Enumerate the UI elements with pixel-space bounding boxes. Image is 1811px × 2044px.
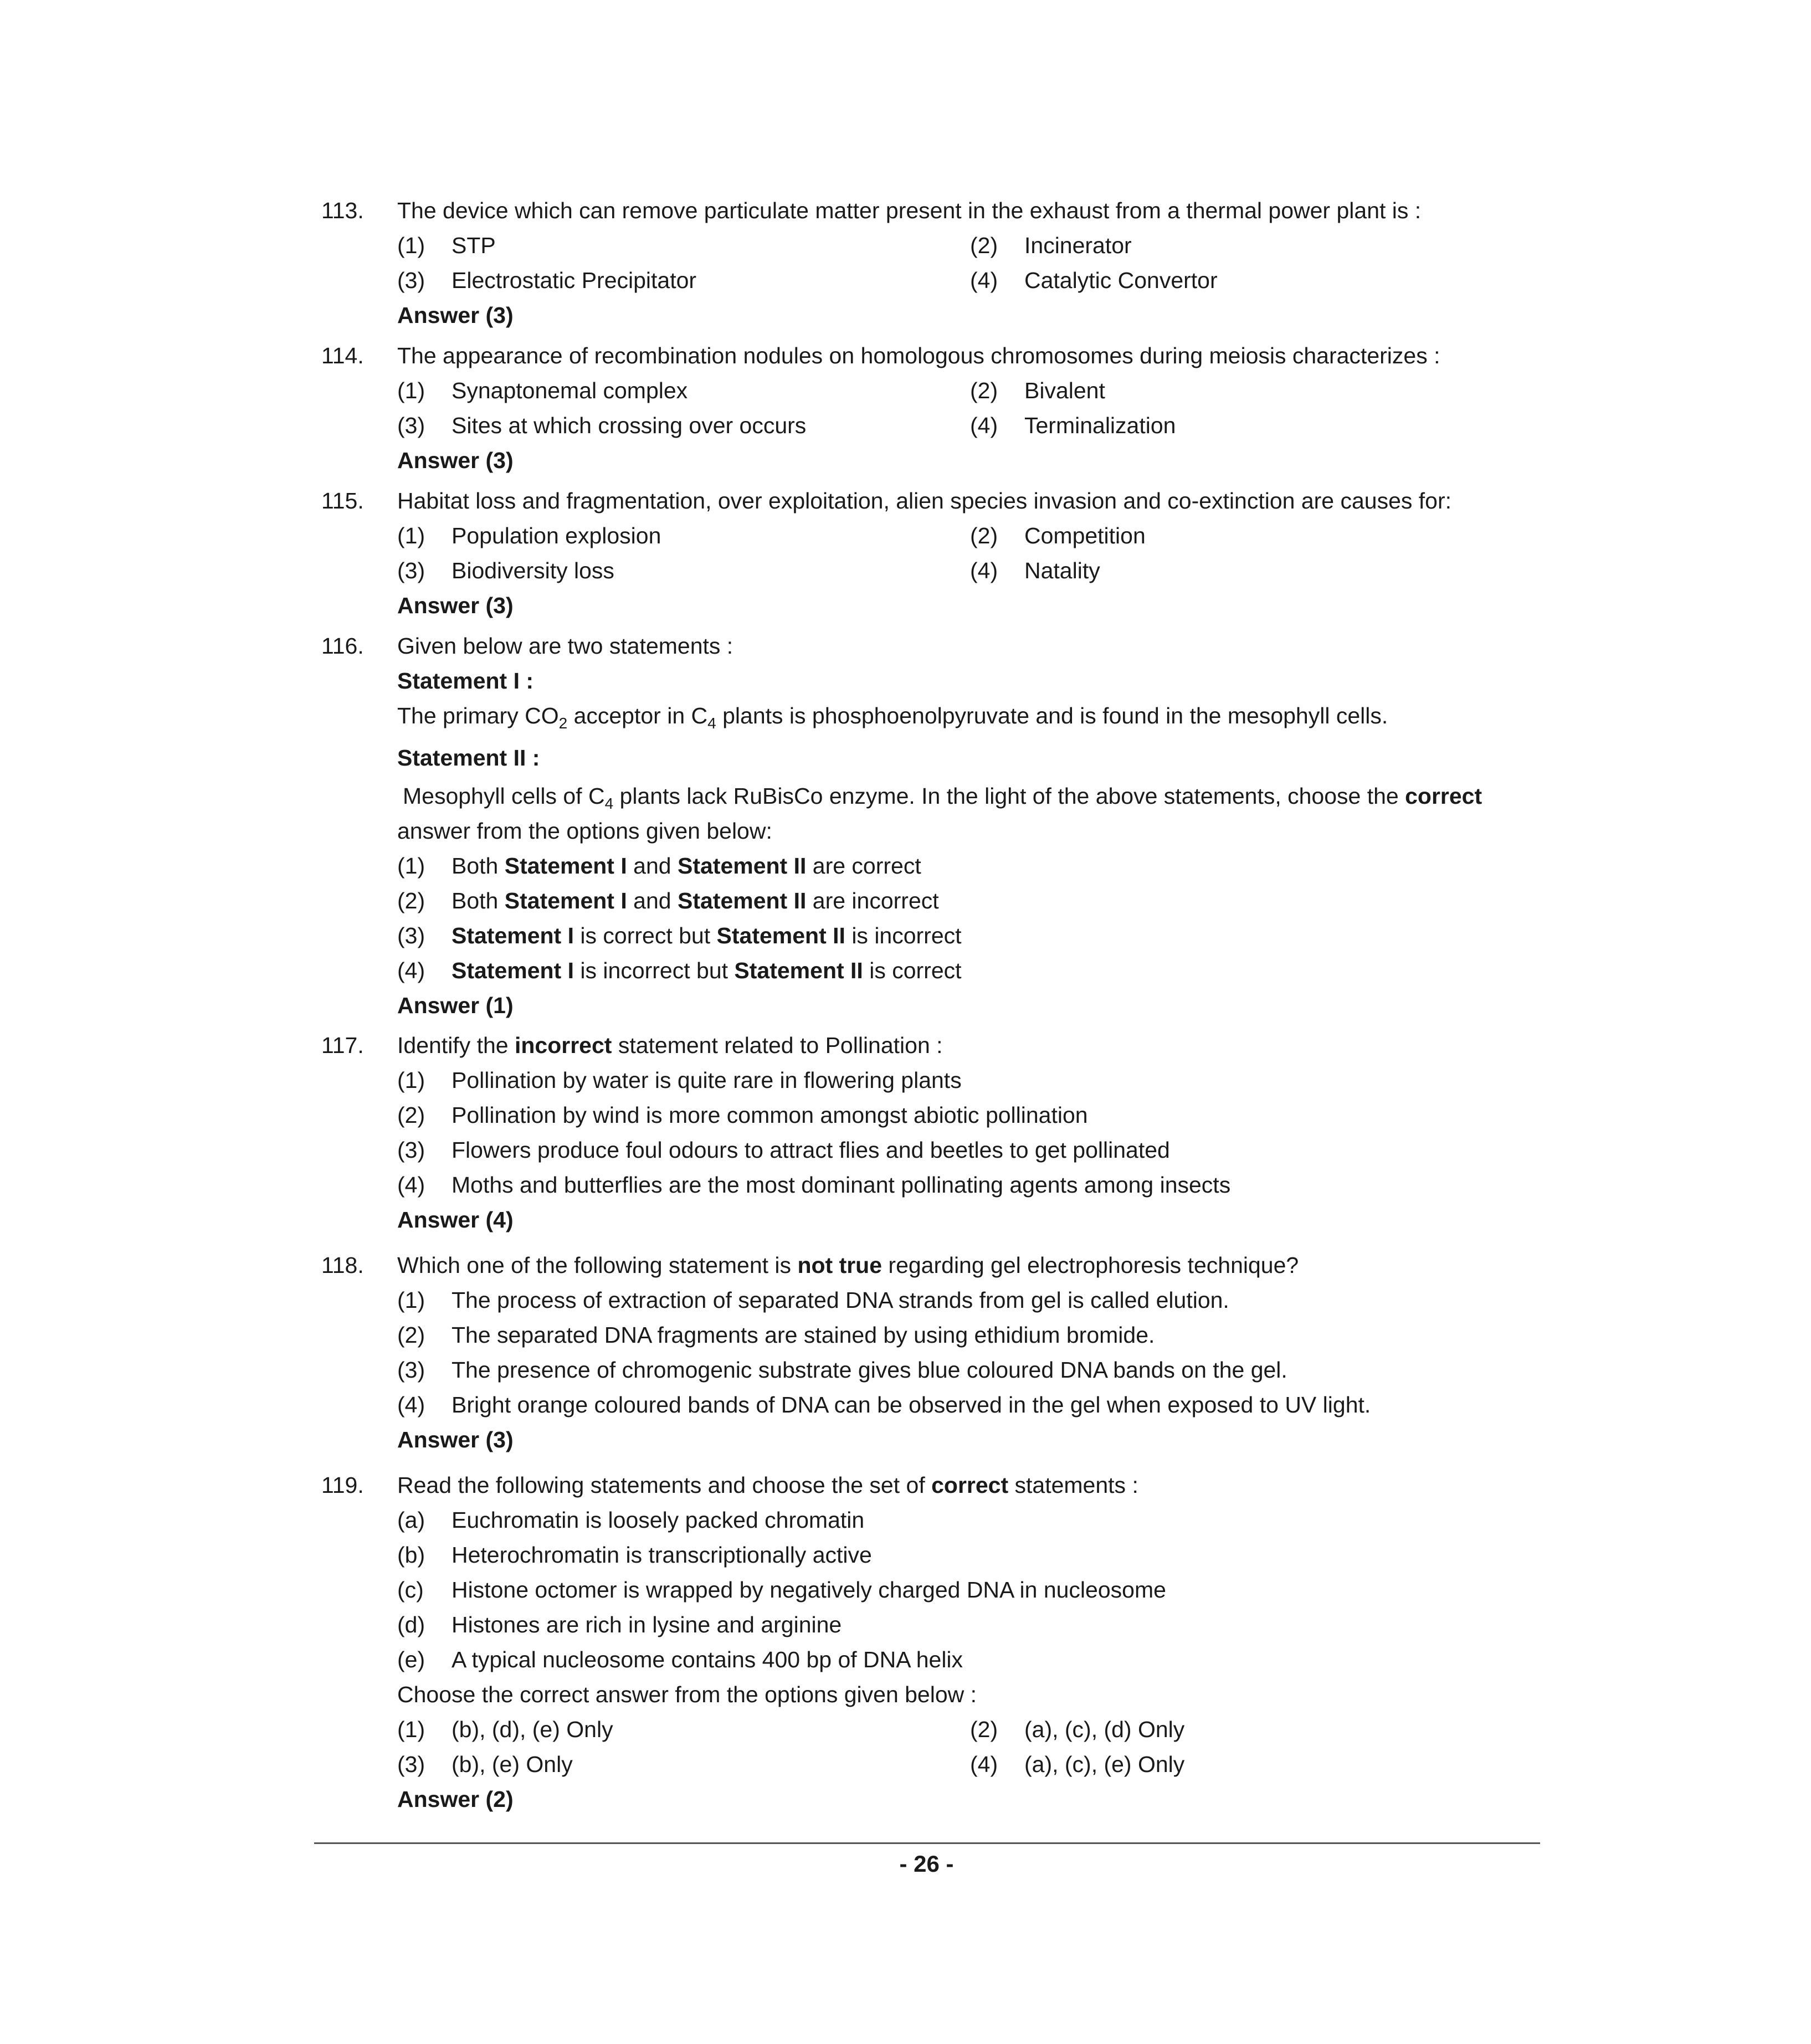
option-number: (3) (397, 1137, 425, 1163)
option-number: (1) (397, 1067, 425, 1093)
statement-letter: (e) (397, 1647, 425, 1672)
answer: Answer (3) (397, 302, 514, 328)
answer: Answer (2) (397, 1786, 514, 1812)
option-number: (2) (970, 233, 998, 258)
option-3 (397, 1133, 1568, 1168)
option-1 (397, 1712, 970, 1747)
option-text: Bivalent (1024, 378, 1105, 403)
question-number: 115. (321, 488, 364, 513)
option-number: (3) (397, 1357, 425, 1383)
statement-1-text (397, 699, 1568, 733)
question-stem (321, 629, 1568, 664)
statement-b (397, 1538, 1568, 1573)
emphasis: Statement I (452, 923, 574, 948)
question-number: 113. (321, 198, 364, 223)
emphasis: correct (931, 1472, 1009, 1498)
option-1 (397, 228, 970, 263)
question-stem (321, 338, 1568, 373)
option-text: Flowers produce foul odours to attract flies and beetles to get pollinated (452, 1137, 1170, 1163)
options (397, 373, 1568, 443)
option-text: (b), (e) Only (452, 1752, 573, 1777)
text-segment: Both (452, 853, 499, 879)
option-number: (2) (970, 378, 998, 403)
option-number: (1) (397, 1287, 425, 1313)
emphasis: Statement I (504, 888, 627, 913)
option-text: Population explosion (452, 523, 661, 548)
subscript: 4 (707, 715, 716, 732)
question-113 (321, 193, 1568, 333)
options (397, 1063, 1568, 1203)
emphasis: not true (797, 1252, 883, 1278)
text-segment: is correct but (580, 923, 711, 948)
answer: Answer (3) (397, 448, 514, 473)
option-3 (397, 918, 1568, 953)
option-3 (397, 553, 970, 588)
option-2 (397, 1098, 1568, 1133)
option-2 (397, 884, 1568, 918)
text-segment: The primary CO (397, 703, 559, 728)
option-number: (2) (397, 1102, 425, 1128)
option-3 (397, 263, 970, 298)
statement-text: Euchromatin is loosely packed chromatin (452, 1507, 865, 1533)
option-number: (3) (397, 923, 425, 948)
question-119 (321, 1468, 1568, 1817)
question-text: Habitat loss and fragmentation, over exploitation, alien species invasion and co-extinction are causes for: (397, 488, 1452, 513)
statement-letter: (d) (397, 1612, 425, 1637)
statement-text: Histone octomer is wrapped by negatively charged DNA in nucleosome (452, 1577, 1166, 1603)
option-4 (970, 553, 1524, 588)
option-4 (397, 953, 1568, 988)
option-number: (4) (970, 1752, 998, 1777)
statement-text: Histones are rich in lysine and arginine (452, 1612, 842, 1637)
option-text: Pollination by water is quite rare in flowering plants (452, 1067, 962, 1093)
option-text: STP (452, 233, 496, 258)
question-text: The device which can remove particulate matter present in the exhaust from a thermal power plant is : (397, 198, 1422, 223)
options (397, 1712, 1568, 1782)
question-116 (321, 629, 1568, 1023)
question-text: The appearance of recombination nodules on homologous chromosomes during meiosis characterizes : (397, 343, 1440, 368)
options (397, 518, 1568, 588)
options (397, 1283, 1568, 1422)
option-4 (397, 1168, 1568, 1203)
option-text: Pollination by wind is more common amongst abiotic pollination (452, 1102, 1088, 1128)
text-segment: and (633, 888, 671, 913)
statement-2-continuation: answer from the options given below: (397, 818, 772, 844)
text-segment: and (633, 853, 671, 879)
question-text: Given below are two statements : (397, 633, 733, 659)
statement-2-label: Statement II : (397, 745, 540, 771)
text-segment: plants is phosphoenolpyruvate and is found in the mesophyll cells. (716, 703, 1388, 728)
text-segment: acceptor in C (567, 703, 708, 728)
emphasis: Statement I (452, 958, 574, 983)
option-4 (970, 263, 1524, 298)
option-number: (4) (397, 958, 425, 983)
option-text: Sites at which crossing over occurs (452, 413, 807, 438)
statements (397, 1503, 1568, 1677)
question-stem (321, 1248, 1568, 1283)
option-text: Moths and butterflies are the most dominant pollinating agents among insects (452, 1172, 1231, 1198)
text-segment: is incorrect (851, 923, 962, 948)
question-number: 114. (321, 343, 364, 368)
option-2 (970, 518, 1524, 553)
option-2 (970, 1712, 1524, 1747)
question-115 (321, 484, 1568, 623)
option-4 (397, 1388, 1568, 1422)
emphasis: Statement I (504, 853, 627, 879)
option-text: (a), (c), (e) Only (1024, 1752, 1185, 1777)
statement-d (397, 1608, 1568, 1642)
emphasis: Statement II (677, 888, 807, 913)
option-number: (1) (397, 1717, 425, 1742)
option-number: (4) (970, 268, 998, 293)
answer: Answer (3) (397, 593, 514, 618)
statement-letter: (b) (397, 1542, 425, 1568)
option-1 (397, 849, 1568, 884)
statement-letter: (a) (397, 1507, 425, 1533)
subscript: 4 (604, 795, 614, 812)
option-text: Electrostatic Precipitator (452, 268, 697, 293)
option-number: (3) (397, 413, 425, 438)
question-118 (321, 1248, 1568, 1457)
text-segment: Both (452, 888, 499, 913)
option-text: Bright orange coloured bands of DNA can be observed in the gel when exposed to UV light. (452, 1392, 1371, 1418)
statement-2-text (397, 779, 1568, 814)
option-text: The process of extraction of separated DNA strands from gel is called elution. (452, 1287, 1229, 1313)
option-number: (4) (397, 1172, 425, 1198)
option-3 (397, 1353, 1568, 1388)
option-text: Natality (1024, 558, 1100, 583)
text-segment: statements : (1008, 1472, 1138, 1498)
text-segment: are correct (812, 853, 921, 879)
option-number: (3) (397, 558, 425, 583)
question-number: 117. (321, 1033, 364, 1058)
option-4 (970, 408, 1524, 443)
subscript: 2 (558, 715, 568, 732)
option-1 (397, 373, 970, 408)
option-text: (b), (d), (e) Only (452, 1717, 613, 1742)
option-number: (1) (397, 378, 425, 403)
option-text: Biodiversity loss (452, 558, 614, 583)
option-number: (4) (397, 1392, 425, 1418)
statement-c (397, 1573, 1568, 1608)
option-1 (397, 1283, 1568, 1318)
text-segment: are incorrect (812, 888, 939, 913)
option-text: Terminalization (1024, 413, 1176, 438)
statement-1-label: Statement I : (397, 668, 534, 694)
text-segment: plants lack RuBisCo enzyme. In the light of the above statements, choose the (613, 783, 1405, 809)
option-text: Competition (1024, 523, 1146, 548)
statement-letter: (c) (397, 1577, 424, 1603)
page-number: - 26 - (899, 1851, 954, 1877)
emphasis: Statement II (716, 923, 845, 948)
option-2 (970, 373, 1524, 408)
option-text: (a), (c), (d) Only (1024, 1717, 1185, 1742)
option-number: (3) (397, 1752, 425, 1777)
option-number: (1) (397, 233, 425, 258)
option-4 (970, 1747, 1524, 1782)
question-text (397, 1252, 1299, 1278)
option-number: (4) (970, 413, 998, 438)
option-text: Catalytic Convertor (1024, 268, 1218, 293)
option-3 (397, 408, 970, 443)
option-1 (397, 1063, 1568, 1098)
question-stem (321, 1468, 1568, 1503)
option-2 (970, 228, 1524, 263)
option-text: The separated DNA fragments are stained by using ethidium bromide. (452, 1322, 1155, 1348)
option-number: (2) (970, 1717, 998, 1742)
option-number: (3) (397, 268, 425, 293)
text-segment: Read the following statements and choose the set of (397, 1472, 932, 1498)
question-text (397, 1033, 943, 1058)
option-number: (2) (397, 1322, 425, 1348)
option-number: (1) (397, 523, 425, 548)
question-stem (321, 484, 1568, 518)
text-segment: is incorrect but (580, 958, 728, 983)
option-number: (4) (970, 558, 998, 583)
text-segment: regarding gel electrophoresis technique? (882, 1252, 1299, 1278)
question-114 (321, 338, 1568, 478)
answer: Answer (1) (397, 993, 514, 1018)
text-segment: is correct (869, 958, 962, 983)
emphasis: Statement II (677, 853, 807, 879)
question-117 (321, 1028, 1568, 1237)
option-number: (1) (397, 853, 425, 879)
question-number: 116. (321, 633, 364, 659)
option-text: Synaptonemal complex (452, 378, 688, 403)
option-1 (397, 518, 970, 553)
option-text: Incinerator (1024, 233, 1132, 258)
text-segment: statement related to Pollination : (612, 1033, 943, 1058)
option-number: (2) (397, 888, 425, 913)
options (397, 849, 1568, 988)
answer: Answer (4) (397, 1207, 514, 1232)
emphasis: Statement II (734, 958, 863, 983)
answer: Answer (3) (397, 1427, 514, 1452)
question-number: 118. (321, 1252, 364, 1278)
statement-a (397, 1503, 1568, 1538)
option-number: (2) (970, 523, 998, 548)
options (397, 228, 1568, 298)
option-2 (397, 1318, 1568, 1353)
text-segment: Mesophyll cells of C (403, 783, 605, 809)
text-segment: Which one of the following statement is (397, 1252, 798, 1278)
statement-text: Heterochromatin is transcriptionally active (452, 1542, 872, 1568)
emphasis: incorrect (514, 1033, 612, 1058)
question-stem (321, 1028, 1568, 1063)
footer-divider (314, 1842, 1540, 1844)
statement-e (397, 1642, 1568, 1677)
question-number: 119. (321, 1472, 364, 1498)
choose-instruction: Choose the correct answer from the options given below : (397, 1682, 977, 1707)
statement-text: A typical nucleosome contains 400 bp of DNA helix (452, 1647, 963, 1672)
option-text: The presence of chromogenic substrate gives blue coloured DNA bands on the gel. (452, 1357, 1287, 1383)
emphasis: correct (1405, 783, 1482, 809)
option-3 (397, 1747, 970, 1782)
question-text (397, 1472, 1138, 1498)
question-stem (321, 193, 1568, 228)
text-segment: Identify the (397, 1033, 515, 1058)
